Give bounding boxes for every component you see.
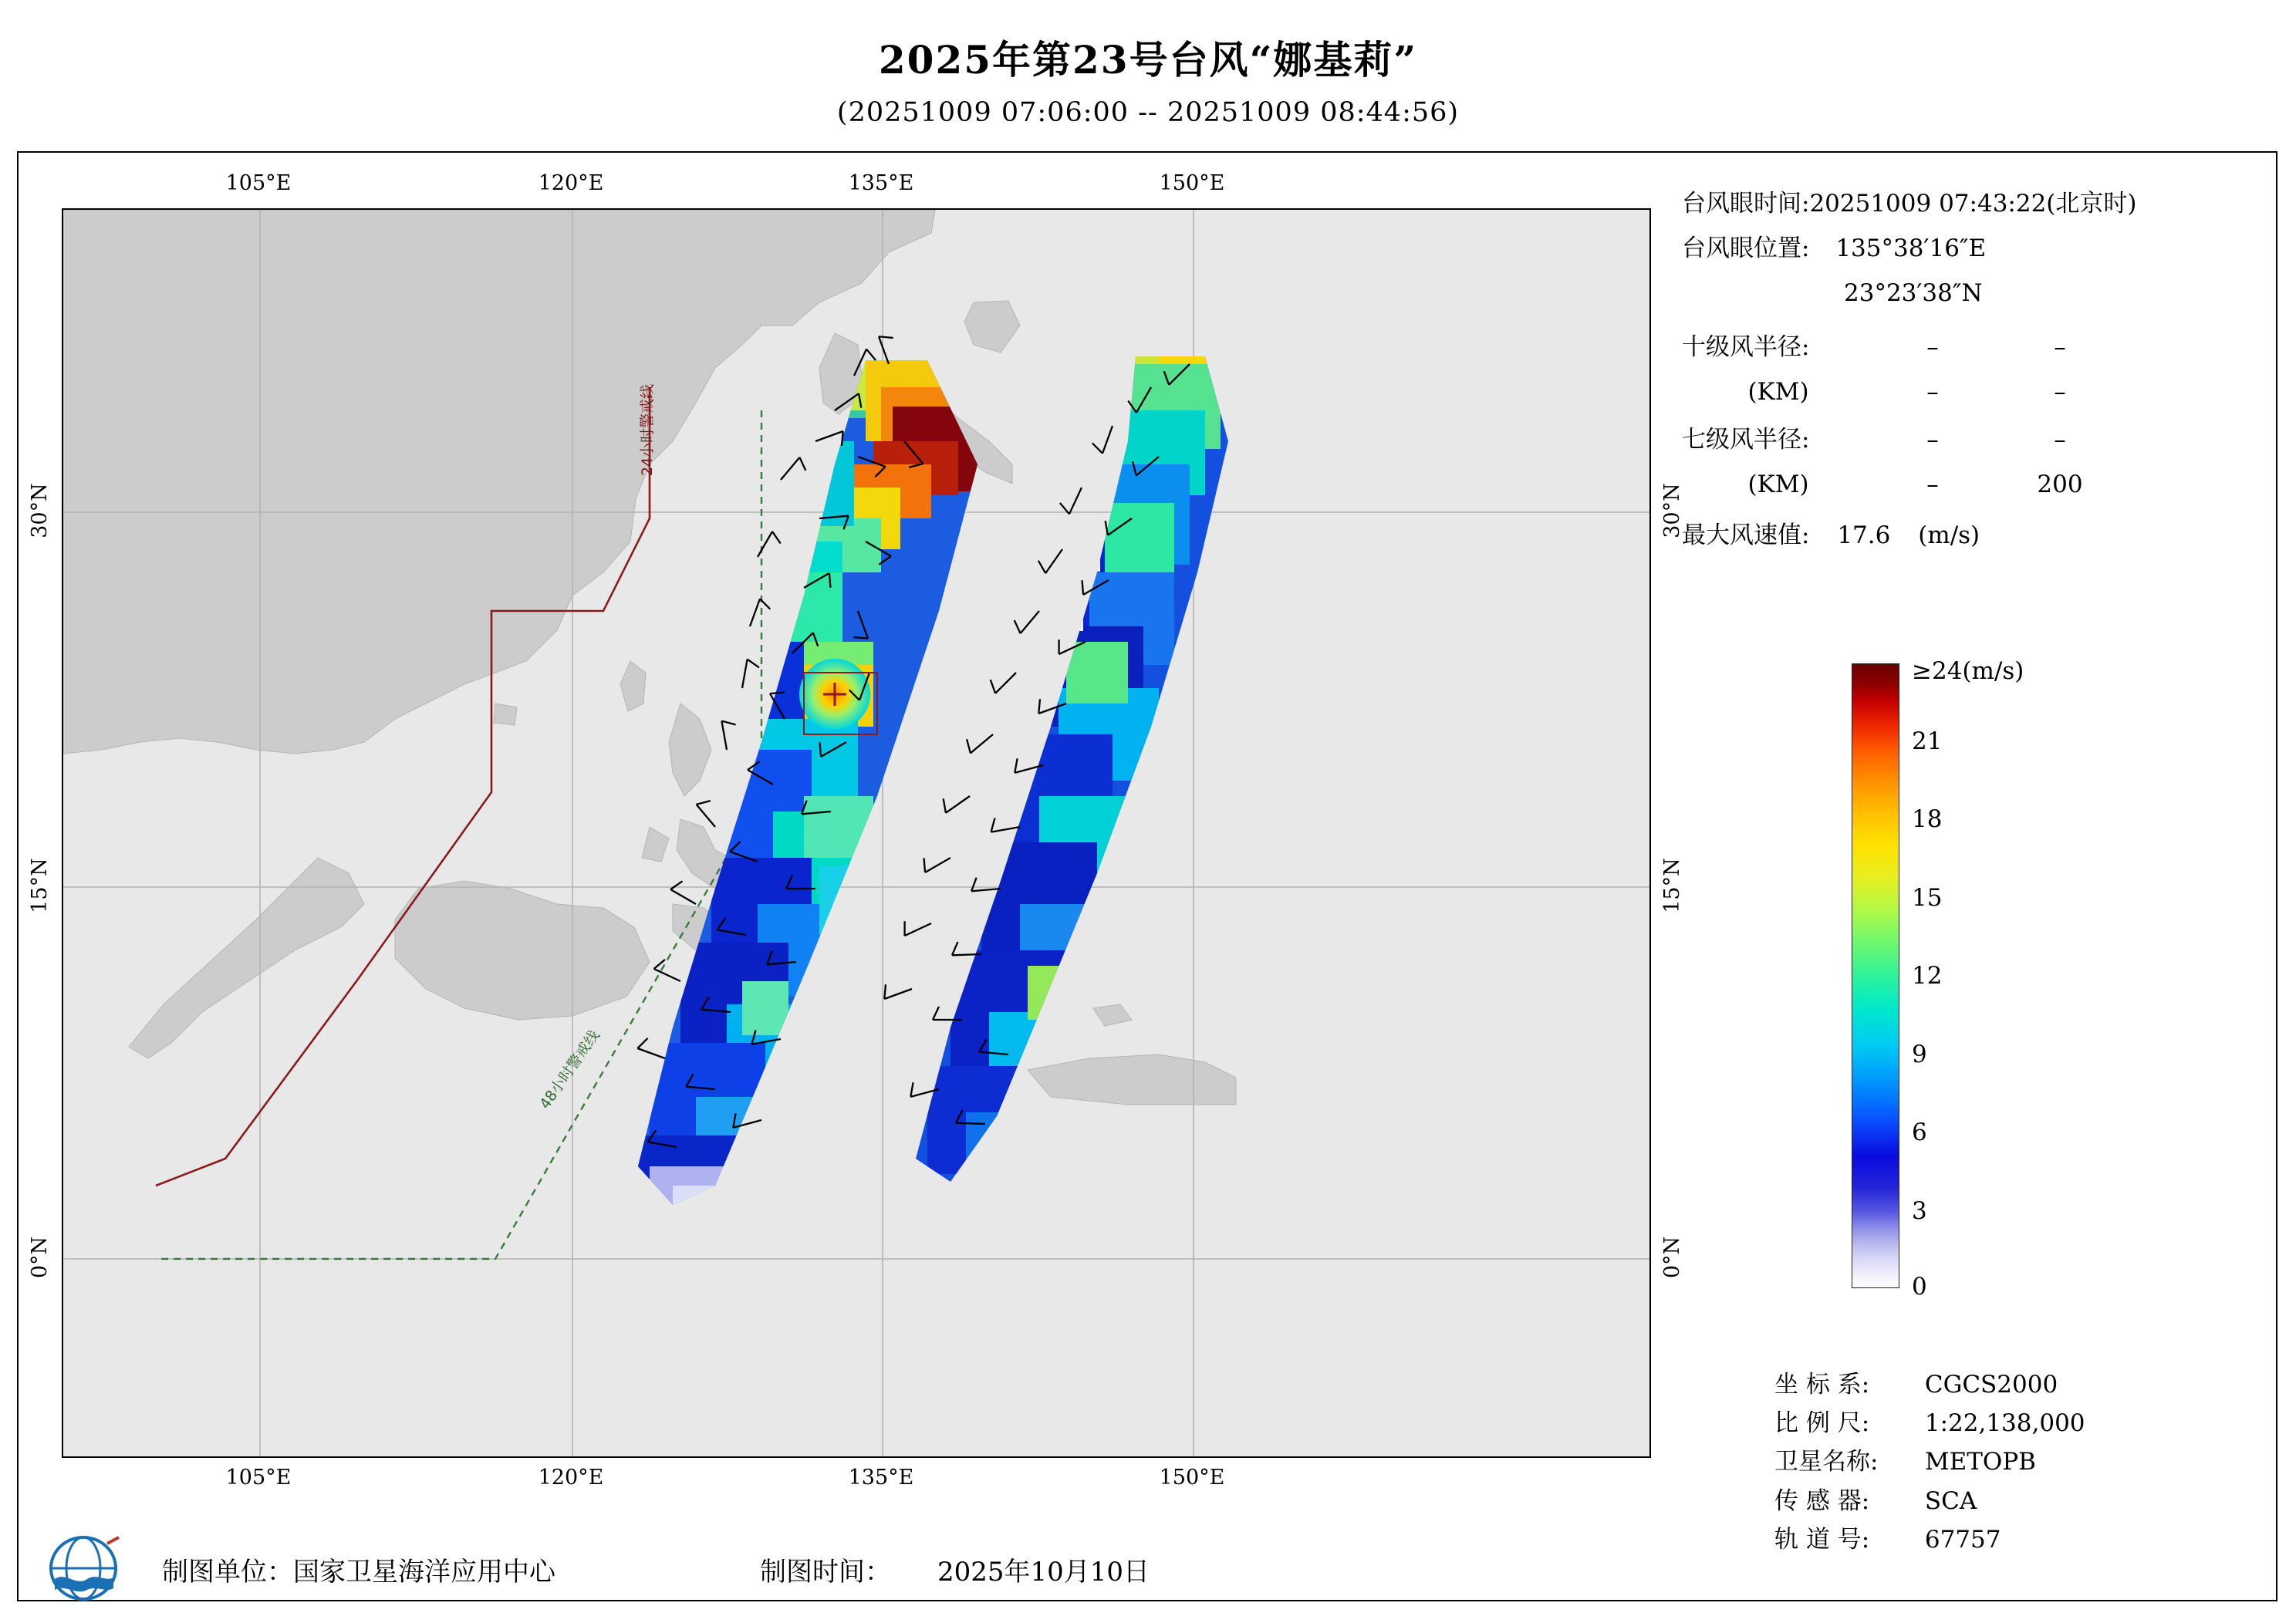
radius10-value-2: – — [2054, 333, 2066, 362]
radius7-row — [1682, 421, 2268, 458]
warning-line-24h-label: 24小时警戒线 — [639, 383, 656, 476]
max-wind-value: 17.6 — [1837, 521, 1891, 550]
radius10-value-3: – — [1926, 378, 1939, 407]
meta-key-sensor: 传 感 器: — [1774, 1486, 1870, 1515]
metadata-block — [1774, 1365, 2085, 1559]
lat-tick-left-1: 15°N — [28, 858, 52, 913]
colorbar-tick-21: 21 — [1912, 727, 1943, 755]
colorbar-tick-15: 15 — [1912, 884, 1943, 912]
radius7-value-1: – — [1926, 426, 1939, 454]
meta-row-satellite — [1774, 1442, 2085, 1481]
radius10-unit: (KM) — [1747, 378, 1809, 407]
lon-tick-bottom-1: 120°E — [538, 1466, 604, 1490]
lat-tick-right-2: 0°N — [1660, 1236, 1684, 1279]
lon-tick-top-0: 105°E — [225, 171, 292, 195]
radius7-value-4: 200 — [2037, 471, 2083, 499]
max-wind-row — [1682, 517, 2268, 554]
map-canvas — [63, 210, 1649, 1456]
eye-longitude: 135°38′16″E — [1835, 235, 1987, 263]
warning-line-48h-label: 48小时警戒线 — [536, 1027, 603, 1112]
meta-row-scale — [1774, 1404, 2085, 1442]
colorbar-tick-3: 3 — [1912, 1197, 1927, 1225]
swath-west-wind-field — [603, 326, 1267, 1251]
meta-row-orbit — [1774, 1520, 2085, 1559]
typhoon-info-panel — [1682, 185, 2268, 562]
eye-latitude: 23°23′38″N — [1844, 279, 1983, 308]
lon-tick-top-1: 120°E — [538, 171, 604, 195]
meta-value-orbit: 67757 — [1924, 1525, 2001, 1554]
lat-tick-left-0: 30°N — [28, 483, 52, 538]
colorbar-tick-12: 12 — [1912, 962, 1943, 990]
lon-tick-bottom-2: 135°E — [848, 1466, 914, 1490]
eye-position-label: 台风眼位置: — [1682, 235, 1810, 263]
eye-position-row — [1682, 230, 2268, 267]
lon-tick-top-3: 150°E — [1159, 171, 1225, 195]
radius10-value-1: – — [1926, 333, 1939, 362]
radius7-value-2: – — [2054, 426, 2066, 454]
meta-key-satellite: 卫星名称: — [1774, 1448, 1879, 1476]
map-panel[interactable] — [62, 208, 1651, 1458]
lat-tick-right-1: 15°N — [1660, 858, 1684, 913]
meta-key-orbit: 轨 道 号: — [1774, 1525, 1870, 1554]
page-title: 2025年第23号台风“娜基莉” — [878, 37, 1418, 83]
radius7-value-3: – — [1926, 471, 1939, 499]
colorbar-tick-18: 18 — [1912, 805, 1943, 833]
meta-key-crs: 坐 标 系: — [1774, 1371, 1870, 1399]
max-wind-label: 最大风速值: — [1682, 521, 1810, 550]
lon-tick-top-2: 135°E — [848, 171, 914, 195]
radius7-unit: (KM) — [1747, 471, 1809, 499]
colorbar-tick-0: 0 — [1912, 1273, 1927, 1301]
footer-producer: 制图单位：国家卫星海洋应用中心 — [162, 1557, 555, 1588]
page-subtitle: (20251009 07:06:00 -- 20251009 08:44:56) — [836, 97, 1460, 128]
meta-value-crs: CGCS2000 — [1924, 1371, 2058, 1399]
meta-row-sensor — [1774, 1482, 2085, 1520]
meta-value-sensor: SCA — [1924, 1486, 1977, 1515]
map-vector-layer — [63, 210, 1651, 1458]
colorbar-tick-6: 6 — [1912, 1119, 1927, 1146]
footer-date-label: 制图时间： — [760, 1557, 891, 1588]
lon-tick-bottom-0: 105°E — [225, 1466, 292, 1490]
max-wind-unit: (m/s) — [1918, 521, 1980, 550]
landmass-group — [63, 210, 1236, 1105]
eye-time-row: 台风眼时间:20251009 07:43:22(北京时) — [1682, 190, 2137, 218]
colorbar-legend — [1852, 657, 2253, 1304]
meta-key-scale: 比 例 尺: — [1774, 1409, 1870, 1438]
radius7-km-row — [1682, 466, 2268, 503]
radius10-km-row — [1682, 373, 2268, 410]
radius10-row — [1682, 329, 2268, 366]
colorbar-gradient — [1852, 663, 1899, 1288]
meta-row-crs — [1774, 1365, 2085, 1404]
meta-value-scale: 1:22,138,000 — [1924, 1409, 2085, 1438]
lat-tick-right-0: 30°N — [1660, 483, 1684, 538]
colorbar-top-label: ≥24(m/s) — [1912, 657, 2024, 685]
radius10-value-4: – — [2054, 378, 2066, 407]
lat-tick-left-2: 0°N — [28, 1236, 52, 1279]
colorbar-tick-9: 9 — [1912, 1041, 1927, 1068]
radius10-label: 十级风半径: — [1682, 333, 1810, 362]
noas-logo — [42, 1531, 124, 1605]
footer-date-value: 2025年10月10日 — [937, 1557, 1150, 1588]
eye-latitude-row — [1682, 275, 2268, 312]
meta-value-satellite: METOPB — [1924, 1448, 2036, 1476]
lon-tick-bottom-3: 150°E — [1159, 1466, 1225, 1490]
radius7-label: 七级风半径: — [1682, 426, 1810, 454]
